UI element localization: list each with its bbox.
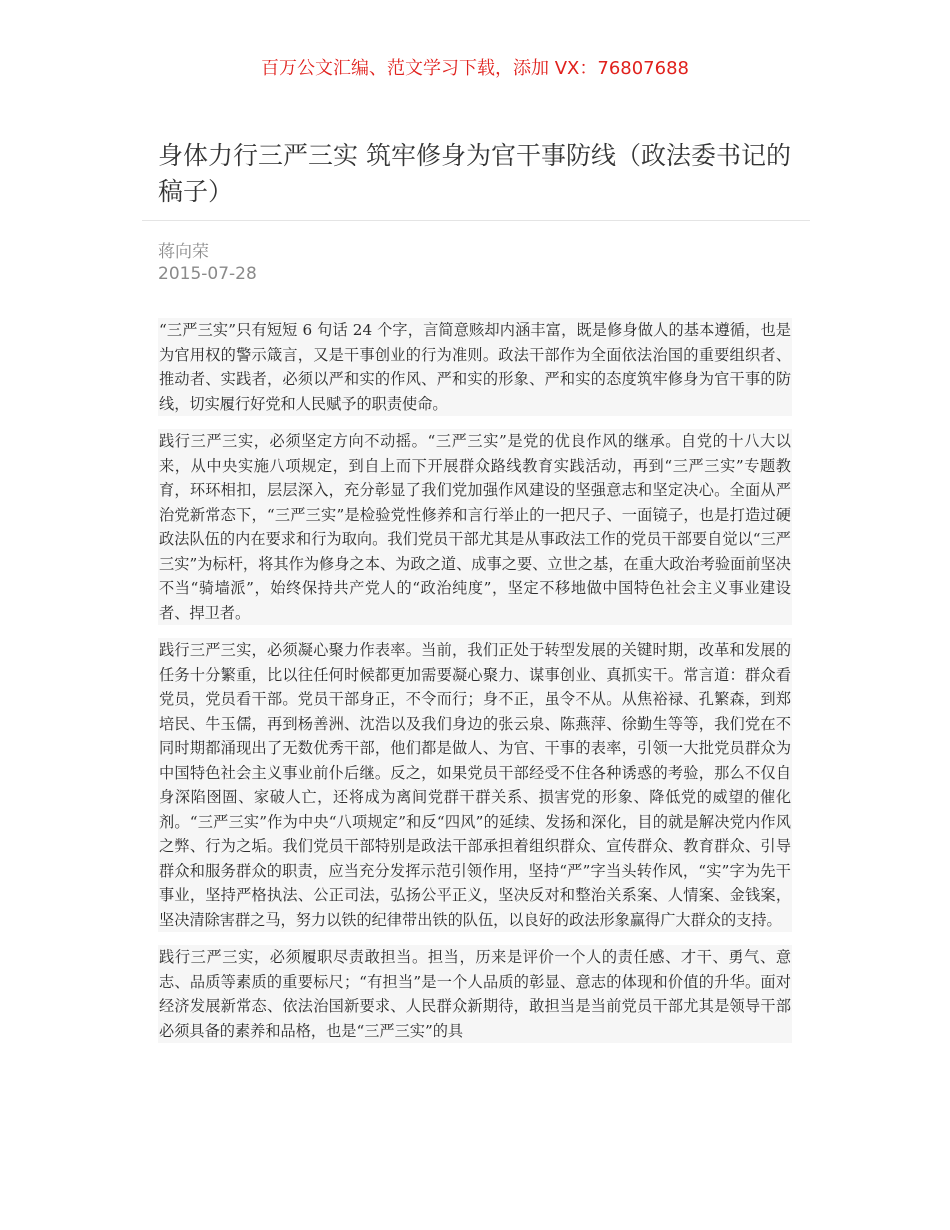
body-paragraph: 践行三严三实，必须履职尽责敢担当。担当，历来是评价一个人的责任感、才干、勇气、意志、品质等素质的重要标尺；“有担当”是一个人品质的彰显、意志的体现和价值的升华。面对经济发展新常态、依法治国新要求、人民群众新期待，敢担当是当前党员干部尤其是领导干部必须具备的素养和品格，也是“三严三实”的具 — [158, 945, 792, 1043]
article-title: 身体力行三严三实 筑牢修身为官干事防线（政法委书记的稿子） — [158, 141, 791, 206]
promo-banner: 百万公文汇编、范文学习下载，添加 VX：76807688 — [261, 58, 689, 79]
article-date: 2015-07-28 — [158, 264, 257, 284]
body-paragraph: “三严三实”只有短短 6 句话 24 个字，言简意赅却内涵丰富，既是修身做人的基本遵循，也是为官用权的警示箴言，又是干事创业的行为准则。政法干部作为全面依法治国的重要组织者、推动者、实践者，必须以严和实的作风、严和实的形象、严和实的态度筑牢修身为官干事的防线，切实履行好党和人民赋予的职责使命。 — [158, 318, 792, 416]
title-divider — [142, 220, 810, 221]
body-paragraph: 践行三严三实，必须坚定方向不动摇。“三严三实”是党的优良作风的继承。自党的十八大以来，从中央实施八项规定，到自上而下开展群众路线教育实践活动，再到“三严三实”专题教育，环环相扣，层层深入，充分彰显了我们党加强作风建设的坚强意志和坚定决心。全面从严治党新常态下，“三严三实”是检验党性修养和言行举止的一把尺子、一面镜子，也是打造过硬政法队伍的内在要求和行为取向。我们党员干部尤其是从事政法工作的党员干部要自觉以“三严三实”为标杆，将其作为修身之本、为政之道、成事之要、立世之基，在重大政治考验面前坚决不当“骑墙派”，始终保持共产党人的“政治纯度”，坚定不移地做中国特色社会主义事业建设者、捍卫者。 — [158, 429, 792, 625]
body-paragraph: 践行三严三实，必须凝心聚力作表率。当前，我们正处于转型发展的关键时期，改革和发展的任务十分繁重，比以往任何时候都更加需要凝心聚力、谋事创业、真抓实干。常言道：群众看党员，党员看干部。党员干部身正，不令而行；身不正，虽令不从。从焦裕禄、孔繁森，到郑培民、牛玉儒，再到杨善洲、沈浩以及我们身边的张云泉、陈燕萍、徐勤生等等，我们党在不同时期都涌现出了无数优秀干部，他们都是做人、为官、干事的表率，引领一大批党员群众为中国特色社会主义事业前仆后继。反之，如果党员干部经受不住各种诱惑的考验，那么不仅自身深陷囹圄、家破人亡，还将成为离间党群干群关系、损害党的形象、降低党的威望的催化剂。“三严三实”作为中央“八项规定”和反“四风”的延续、发扬和深化，目的就是解决党内作风之弊、行为之垢。我们党员干部特别是政法干部承担着组织群众、宣传群众、教育群众、引导群众和服务群众的职责，应当充分发挥示范引领作用，坚持“严”字当头转作风，“实”字为先干事业，坚持严格执法、公正司法，弘扬公平正义，坚决反对和整治关系案、人情案、金钱案，坚决清除害群之马，努力以铁的纪律带出铁的队伍，以良好的政法形象赢得广大群众的支持。 — [158, 638, 792, 932]
article-author: 蒋向荣 — [158, 242, 209, 262]
article-body — [158, 318, 792, 1056]
